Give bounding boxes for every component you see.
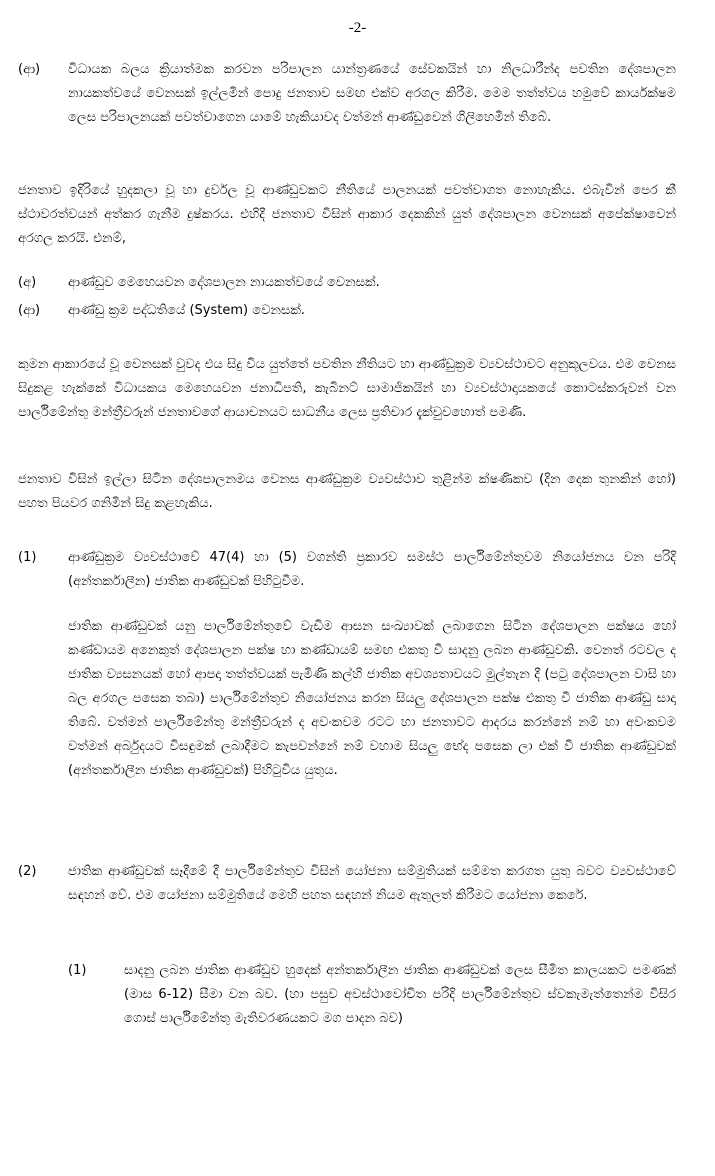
- paragraph: ජාතික ආණ්ඩුවක් යනු පාර්ලිමේන්තුවේ වැඩිම ආසන සංඛ්‍යාවක් ලබාගෙන සිටින දේශපාලන පක්ෂය හෝ කණ්ඩායම අනෙකුත් දේශපාලන පක්ෂ හා කණ්ඩායම් සමඟ එකතු වී සාදනු ලබන ආණ්ඩුවකි. වෙනත් රටවල ද ජාතික ව්‍යසනයක් හෝ ආපදා තත්ත්වයක් පැමිණි කල්හි ජාතික අවශ්‍යතාවයට මුල්තැන දී (පටු දේශපාලන වාසි හා බල අරගල පසෙක තබා) පාර්ලිමේන්තුව නියෝජනය කරන සියලු දේශපාලන පක්ෂ එකතු වී ජාතික ආණ්ඩු සාදා තිබේ. වත්මන් පාර්ලිමේන්තු මන්ත්‍රීවරුන් ද අවංකවම රටට හා ජනතාවට ආදරය කරන්නේ නම් හා අවංකවම වත්මන් අර්බුදයට විසඳුමක් ලබාදීමට කැපවන්නේ නම් වහාම සියලු භේද පසෙක ලා එක් වී ජාතික ආණ්ඩුවක් (අන්තර්කාලීන ජාතික ආණ්ඩුවක්) පිහිටුවිය යුතුය.: [68, 619, 676, 778]
- numbered-item: ආණ්ඩුක්‍රම ව්‍යවස්ථාවේ 47(4) හා (5) වගන්ති ප්‍රකාරව සමස්ථ පාර්ලිමේන්තුවම නියෝජනය වන පරිදි (අන්තර්කාලීන) ජාතික ආණ්ඩුවක් පිහිටුවීම.: [68, 550, 676, 589]
- list-item: ආණ්ඩු ක්‍රම පද්ධතියේ (System) වෙනසක්.: [68, 303, 306, 318]
- item-label: (1): [18, 550, 37, 565]
- numbered-item: සාදනු ලබන ජාතික ආණ්ඩුව හුදෙක් අන්තර්කාලීන ජාතික ආණ්ඩුවක් ලෙස සීමිත කාලයකට පමණක් (මාස 6-12) සීමා වන බව. (හා පසුව අවස්ථාවෝචිත පරිදි පාර්ලිමේන්තුව ස්වකැමැත්තෙන්ම විසිර ගොස් පාර්ලිමේන්තු මැතිවරණයකට මග පාදන බව): [124, 963, 676, 1026]
- page-number: -2-: [348, 20, 367, 36]
- paragraph: කුමන ආකාරයේ වූ වෙනසක් වුවද එය සිදු විය යුත්තේ පවතින නීතියට හා ආණ්ඩුක්‍රම ව්‍යවස්ථාවට අනුකූලවය. එම වෙනස සිදුකළ හැක්කේ විධායකය මෙහෙයවන ජනාධිපති, කැබිනට් සාමාජිකයින් හා ව්‍යවස්ථාදායකයේ කොටස්කරුවන් වන පාර්ලිමේන්තු මන්ත්‍රීවරුන් ජනතාවගේ ආයාචනයට සාධනීය ලෙස ප්‍රතිචාර දැක්වුවහොත් පමණි.: [18, 357, 676, 420]
- paragraph: ජනතාව විසින් ඉල්ලා සිටින දේශපාලනමය වෙනස ආණ්ඩුක්‍රම ව්‍යවස්ථාව තුළින්ම ක්ෂණිකව (දින දෙක තුනකින් හෝ) පහත පියවර ගනිමින් සිදු කළහැකිය.: [18, 472, 676, 511]
- item-label: (ආ): [18, 303, 41, 318]
- item-label: (1): [68, 963, 87, 978]
- paragraph: ජනතාව ඉදිරියේ හුදකලා වූ හා දුර්වල වූ ආණ්ඩුවකට නීතියේ පාලනයක් පවත්වාගත නොහැකිය. එබැවින් පෙර කී ස්ථාවරත්වයන් අත්කර ගැනීම දුෂ්කරය. එහිදී ජනතාව විසින් ආකාර දෙකකින් යුත් දේශපාලන වෙනසක් අපේක්ෂාවෙන් අරගල කරයි. එනම්,: [18, 183, 676, 246]
- list-item: ආණ්ඩුව මෙහෙයවන දේශපාලන නායකත්වයේ වෙනසක්.: [68, 275, 380, 290]
- item-label: (ආ): [18, 62, 41, 77]
- paragraph: විධායක බලය ක්‍රියාත්මක කරවන පරිපාලන යාන්ත්‍රණයේ සේවකයින් හා නිලධාරීන්ද පවතින දේශපාලන නායකත්වයේ වෙනසක් ඉල්ලමින් පොදු ජනතාව සමඟ එක්ව අරගල කිරීම. මෙම තත්ත්වය හමුවේ කාර්යක්ෂම ලෙස පරිපාලනයක් පවත්වාගෙන යාමේ හැකියාවද වත්මන් ආණ්ඩුවෙන් ගිලිහෙමින් තිබේ.: [68, 62, 676, 125]
- numbered-item: ජාතික ආණ්ඩුවක් සෑදීමේ දී පාර්ලිමේන්තුව විසින් යෝජනා සම්මුතියක් සම්මත කරගත යුතු බවට ව්‍යවස්ථාවේ සඳහන් වේ. එම යෝජනා සම්මුතියේ මෙහි පහත සඳහන් නියම ඇතුලත් කිරීමට යෝජනා කෙරේ.: [68, 864, 676, 903]
- item-label: (2): [18, 864, 37, 879]
- item-label: (අ): [18, 275, 37, 290]
